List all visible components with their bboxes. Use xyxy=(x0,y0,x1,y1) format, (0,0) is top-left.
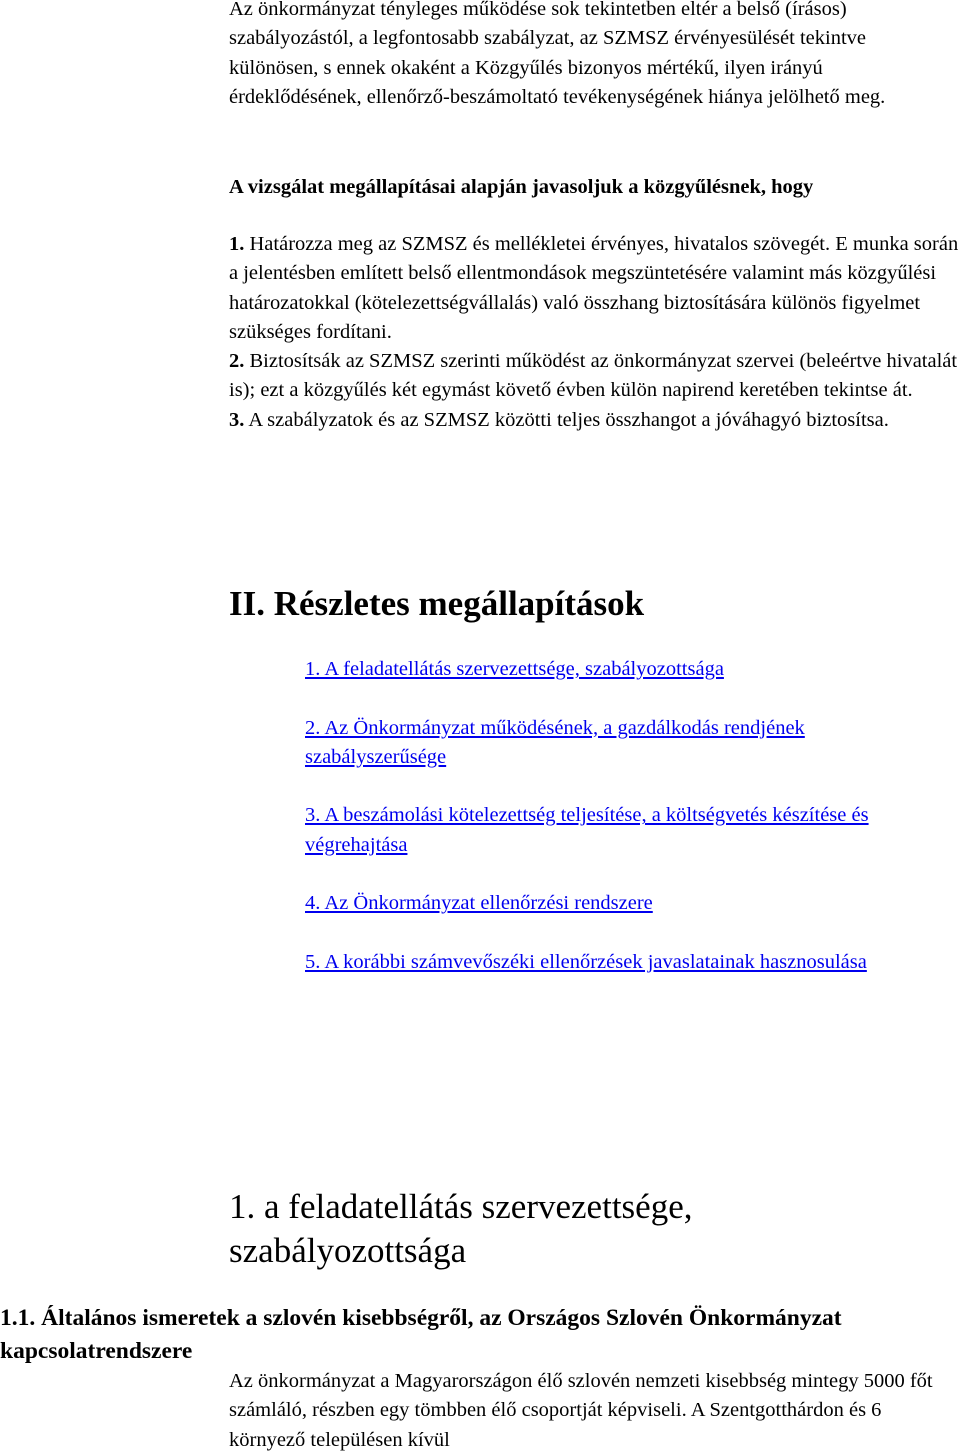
toc-link-2[interactable]: 2. Az Önkormányzat működésének, a gazdálkodás rendjének szabályszerűsége xyxy=(305,716,805,768)
toc-item xyxy=(305,889,945,918)
recommendation-lead: A vizsgálat megállapításai alapján javasoljuk a közgyűlésnek, hogy xyxy=(229,176,814,198)
toc-item xyxy=(305,801,945,860)
toc-item xyxy=(305,714,945,773)
recommendation-number: 1. xyxy=(229,233,245,255)
recommendation-number: 2. xyxy=(229,350,245,373)
recommendation-item xyxy=(229,230,960,347)
intro-paragraph: Az önkormányzat tényleges működése sok tekintetben eltér a belső (írásos) szabályozástól, a legfontosabb szabályzat, az SZMSZ érvényesülését tekintve különösen, s ennek okaként a Közgyűlés bizonyos mértékű, ilyen irányú érdeklődésének, ellenőrző-beszámoltató tevékenységének hiánya jelölhető meg. xyxy=(229,0,886,108)
section-title: II. Részletes megállapítások xyxy=(229,584,645,623)
toc-item xyxy=(305,655,945,684)
toc-link-4[interactable]: 4. Az Önkormányzat ellenőrzési rendszere xyxy=(305,892,653,915)
toc-link-1[interactable]: 1. A feladatellátás szervezettsége, szabályozottsága xyxy=(305,658,724,680)
subsection-heading: 1. a feladatellátás szervezettsége, szabályozottsága xyxy=(229,1187,693,1270)
recommendation-number: 3. xyxy=(229,408,245,431)
table-of-contents xyxy=(305,655,945,977)
closing-paragraph: Az önkormányzat a Magyarországon élő szlovén nemzeti kisebbség mintegy 5000 főt számláló, részben egy tömbben élő csoportját képviseli. A Szentgotthárdon és 6 környező településen kívül xyxy=(229,1370,933,1451)
toc-link-3[interactable]: 3. A beszámolási kötelezettség teljesítése, a költségvetés készítése és végrehajtása xyxy=(305,804,869,856)
subsubsection-heading: 1.1. Általános ismeretek a szlovén kisebbségről, az Országos Szlovén Önkormányzat kapcsolatrendszere xyxy=(0,1305,842,1364)
recommendation-text: A szabályzatok és az SZMSZ közötti teljes összhangot a jóváhagyó biztosítsa. xyxy=(244,408,889,431)
toc-item xyxy=(305,948,945,977)
recommendation-text: Biztosítsák az SZMSZ szerinti működést az önkormányzat szervei (beleértve hivatalát is); ezt a közgyűlés két egymást követő évben külön napirend keretében tekintse át. xyxy=(229,350,958,402)
recommendation-text: Határozza meg az SZMSZ és mellékletei érvényes, hivatalos szövegét. E munka során a jelentésben említett belső ellentmondások megszüntetésére valamint más közgyűlési határozatokkal (kötelezettségvállalás) való összhang biztosítására különös figyelmet szükséges fordítani. xyxy=(229,233,959,343)
recommendation-list xyxy=(229,230,960,435)
recommendation-item xyxy=(229,347,960,406)
toc-link-5[interactable]: 5. A korábbi számvevőszéki ellenőrzések javaslatainak hasznosulása xyxy=(305,950,867,973)
recommendation-item xyxy=(229,406,960,435)
